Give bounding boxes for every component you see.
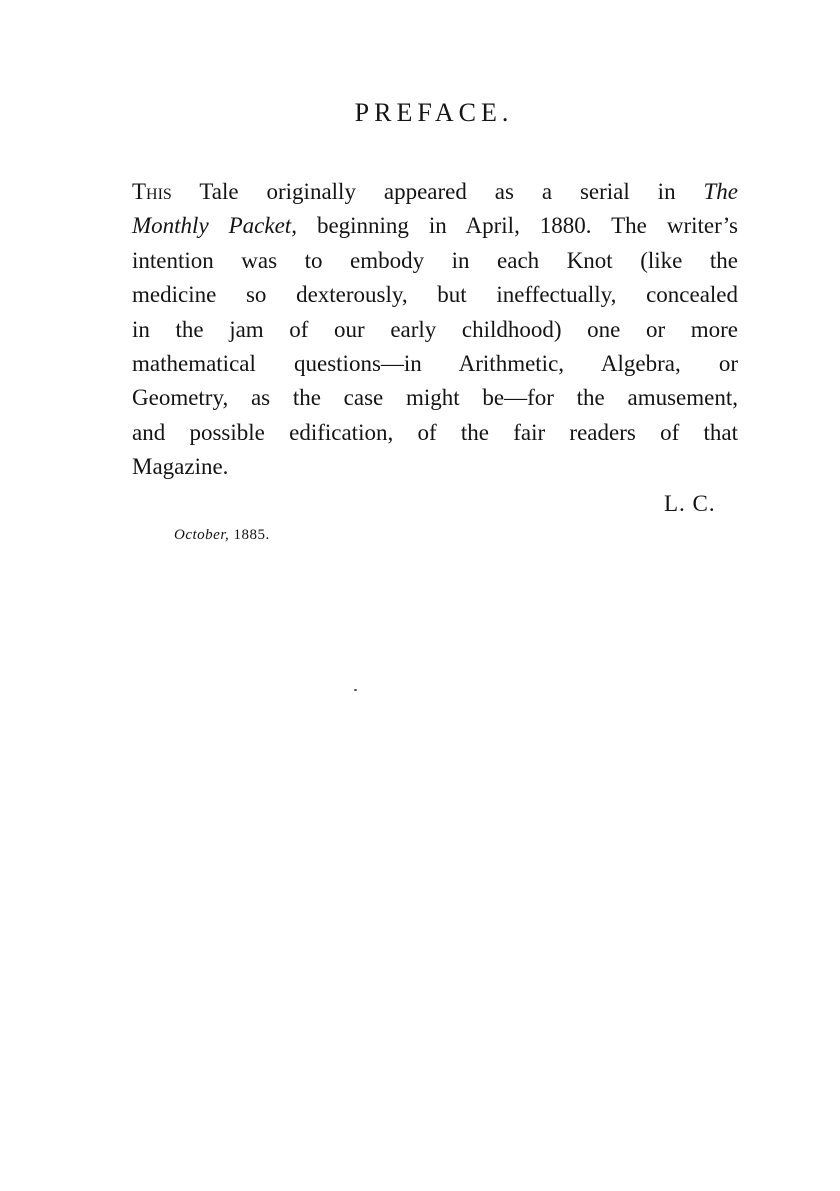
paragraph-line-2	[132, 209, 738, 243]
date-line	[174, 527, 270, 544]
date-month: October,	[174, 527, 230, 543]
paragraph-line-6: mathematical questions—in Arithmetic, Algebra, or	[132, 351, 738, 377]
paragraph-line-1	[132, 175, 738, 209]
small-caps-word: This	[132, 179, 172, 204]
paragraph-line-8: and possible edification, of the fair readers of that	[132, 419, 738, 445]
paragraph-line-4: medicine so dexterously, but ineffectually, concealed	[132, 282, 738, 308]
italic-title-start: The	[703, 179, 738, 204]
print-speck	[354, 689, 357, 691]
line-text: Tale originally appeared as a serial in	[171, 179, 704, 204]
line-text: beginning in April, 1880. The writer’s	[296, 213, 738, 239]
paragraph-line-9: Magazine.	[132, 454, 229, 480]
preface-paragraph	[132, 175, 738, 485]
paragraph-line-3: intention was to embody in each Knot (like the	[132, 247, 738, 273]
paragraph-line-5: in the jam of our early childhood) one or more	[132, 316, 738, 342]
date-year: 1885.	[233, 527, 270, 543]
paragraph-line-7: Geometry, as the case might be—for the amusement,	[132, 385, 738, 411]
author-initials: L. C.	[664, 491, 716, 516]
page-title: PREFACE.	[354, 98, 514, 127]
italic-title-end: Monthly Packet,	[132, 213, 297, 239]
